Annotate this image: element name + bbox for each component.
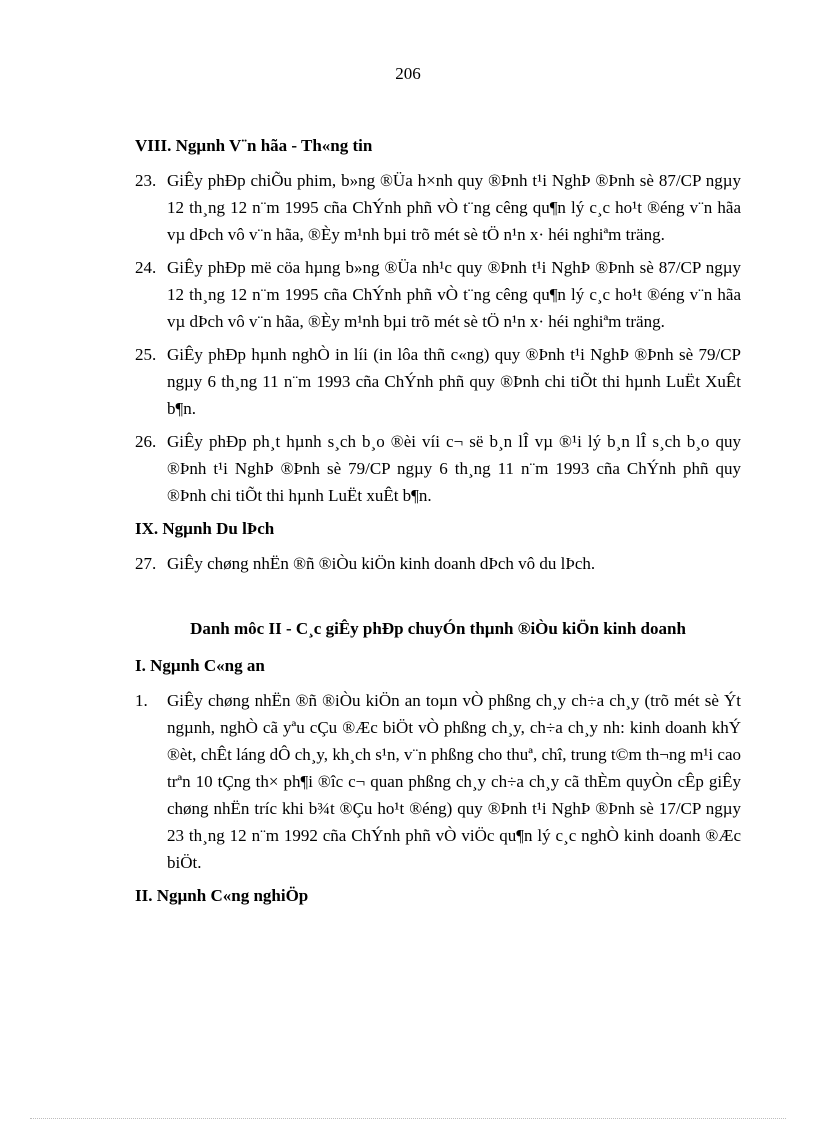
footer-divider xyxy=(30,1118,786,1119)
document-body xyxy=(135,132,741,917)
item-number: 27. xyxy=(135,554,157,573)
item-number: 25. xyxy=(135,345,157,364)
item-number: 26. xyxy=(135,432,157,451)
section-heading: I. Ngµnh C«ng an xyxy=(135,656,265,675)
spacer xyxy=(135,583,741,615)
item-text: GiÊy phÐp chiÕu phim, b»ng ®Üa h×nh quy ®Þnh t¹i NghÞ ®Þnh sè 87/CP ngµy 12 th¸ng 12 n¨m 1995 cña ChÝnh phñ vÒ t¨ng cêng qu¶n lý c¸c ho¹t ®éng v¨n hãa vµ dÞch vô v¨n hãa, ®Èy m¹nh bµi trõ mét sè tÖ n¹n x· héi nghiªm träng. xyxy=(167,171,741,244)
item-text: GiÊy phÐp ph¸t hµnh s¸ch b¸o ®èi víi c¬ së b¸n lÎ vµ ®¹i lý b¸n lÎ s¸ch b¸o quy ®Þnh t¹i NghÞ ®Þnh sè 79/CP ngµy 6 th¸ng 11 n¨m 1993 cña ChÝnh phñ quy ®Þnh chi tiÕt thi hµnh LuËt xuÊt b¶n. xyxy=(167,432,741,505)
item-text: GiÊy chøng nhËn ®ñ ®iÒu kiÖn kinh doanh dÞch vô du lÞch. xyxy=(167,554,596,573)
section-heading: VIII. Ngµnh V¨n hãa - Th«ng tin xyxy=(135,136,373,155)
list-title: Danh môc II - C¸c giÊy phÐp chuyÓn thµnh ®iÒu kiÖn kinh doanh xyxy=(190,619,686,638)
page-number: 206 xyxy=(395,64,421,83)
list-item xyxy=(135,687,741,876)
list-item xyxy=(135,254,741,335)
section-heading: II. Ngµnh C«ng nghiÖp xyxy=(135,886,309,905)
item-text: GiÊy chøng nhËn ®ñ ®iÒu kiÖn an toµn vÒ phßng ch¸y ch÷a ch¸y (trõ mét sè Ýt ngµnh, nghÒ cã yªu cÇu ®Æc biÖt vÒ phßng ch¸y, ch÷a ch¸y nh: kinh doanh khÝ ®èt, chÊt láng dÔ ch¸y, kh¸ch s¹n, v¨n phßng cho thuª, chî, trung t©m th¬ng m¹i cao trªn 10 tÇng th× ph¶i ®îc c¬ quan phßng ch¸y ch÷a ch¸y cã thÈm quyÒn cÊp giÊy chøng nhËn tríc khi b¾t ®Çu ho¹t ®éng) quy ®Þnh t¹i NghÞ ®Þnh sè 17/CP ngµy 23 th¸ng 12 n¨m 1992 cña ChÝnh phñ vÒ viÖc qu¶n lý c¸c nghÒ kinh doanh ®Æc biÖt. xyxy=(167,691,741,872)
list-item xyxy=(135,550,741,577)
section-heading: IX. Ngµnh Du lÞch xyxy=(135,519,275,538)
list-item xyxy=(135,428,741,509)
item-number: 23. xyxy=(135,171,157,190)
list-item xyxy=(135,341,741,422)
item-number: 24. xyxy=(135,258,157,277)
item-text: GiÊy phÐp më cöa hµng b»ng ®Üa nh¹c quy ®Þnh t¹i NghÞ ®Þnh sè 87/CP ngµy 12 th¸ng 12 n¨m 1995 cña ChÝnh phñ vÒ t¨ng cêng qu¶n lý c¸c ho¹t ®éng v¨n hãa vµ dÞch vô v¨n hãa, ®Èy m¹nh bµi trõ mét sè tÖ n¹n x· héi nghiªm träng. xyxy=(167,258,741,331)
item-text: GiÊy phÐp hµnh nghÒ in líi (in lôa thñ c«ng) quy ®Þnh t¹i NghÞ ®Þnh sè 79/CP ngµy 6 th¸ng 11 n¨m 1993 cña ChÝnh phñ quy ®Þnh chi tiÕt thi hµnh LuËt XuÊt b¶n. xyxy=(167,345,741,418)
item-number: 1. xyxy=(135,691,148,710)
list-item xyxy=(135,167,741,248)
